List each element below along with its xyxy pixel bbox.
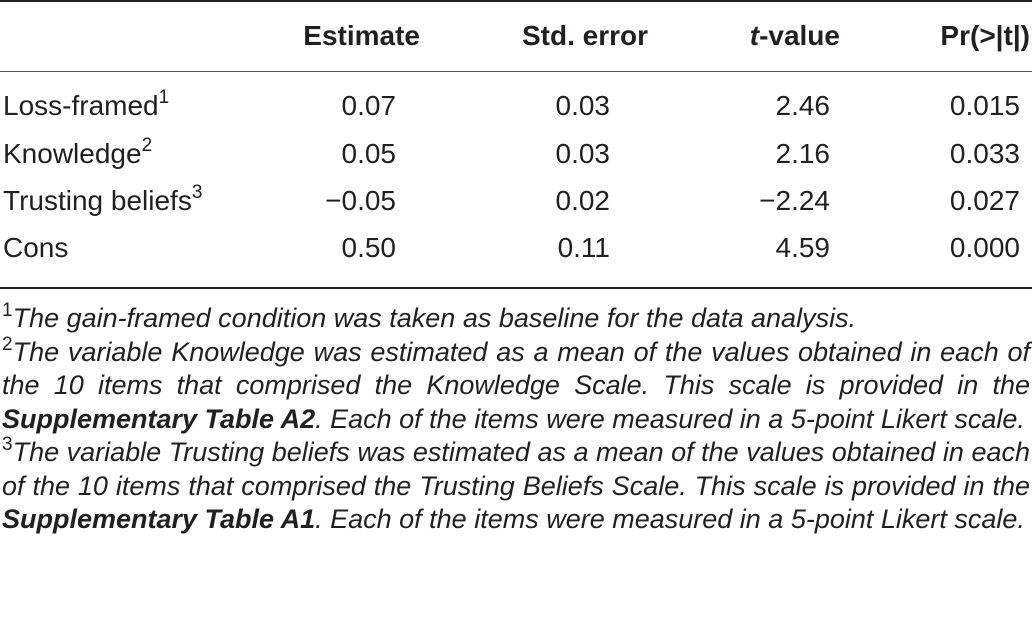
row-label: Loss-framed$^1$ (3, 86, 170, 121)
footnote-3: $^3$The variable Trusting beliefs was estimated as a mean of the values obtained in each of the 10 items that comprised the Trusting Beliefs Scale. This scale is provided in the Supplementary Table A1. Each of the items were measured in a 5-point Likert scale. (2, 434, 1030, 534)
row-label: Trusting beliefs$^3$ (3, 181, 203, 216)
bottom-rule (0, 287, 1032, 289)
cell-estimate: 0.50 (341, 232, 396, 263)
cell-pr: 0.033 (949, 138, 1020, 169)
header-t-value-italic: t (749, 20, 760, 51)
table-footnotes (2, 302, 1030, 537)
header-estimate: Estimate (303, 20, 420, 51)
supplementary-table-a2-ref: Supplementary Table A2 (2, 403, 316, 434)
cell-estimate: 0.07 (341, 90, 396, 121)
supplementary-table-a1-ref: Supplementary Table A1 (2, 504, 316, 534)
footnote-2: $^2$The variable Knowledge was estimated as a mean of the values obtained in each of the 10 items that comprised the Knowledge Scale. This scale is provided in the Supplementary Table A2. Each of the items were measured in a 5-point Likert scale. (2, 333, 1030, 434)
cell-t-value: 4.59 (775, 232, 830, 263)
cell-std-error: 0.02 (555, 185, 610, 216)
cell-t-value: 2.16 (775, 138, 830, 169)
cell-std-error: 0.03 (555, 138, 610, 169)
row-label: Cons (3, 232, 69, 263)
row-label: Knowledge$^2$ (3, 134, 153, 169)
cell-std-error: 0.03 (555, 90, 610, 121)
cell-t-value: −2.24 (759, 185, 830, 216)
cell-estimate: 0.05 (341, 138, 396, 169)
top-rule (0, 0, 1032, 2)
cell-pr: 0.015 (949, 90, 1020, 121)
header-t-value-rest: -value (759, 20, 840, 51)
header-t-value (680, 19, 840, 53)
cell-t-value: 2.46 (775, 90, 830, 121)
cell-std-error: 0.11 (557, 232, 610, 263)
header-std-error: Std. error (521, 20, 648, 51)
cell-estimate: −0.05 (325, 185, 396, 216)
cell-pr: 0.027 (949, 185, 1020, 216)
header-pr: Pr(>|t|) (940, 20, 1030, 51)
header-rule (0, 71, 1032, 72)
footnote-1: $^1$The gain-framed condition was taken as baseline for the data analysis. (2, 300, 857, 333)
cell-pr: 0.000 (949, 232, 1020, 263)
